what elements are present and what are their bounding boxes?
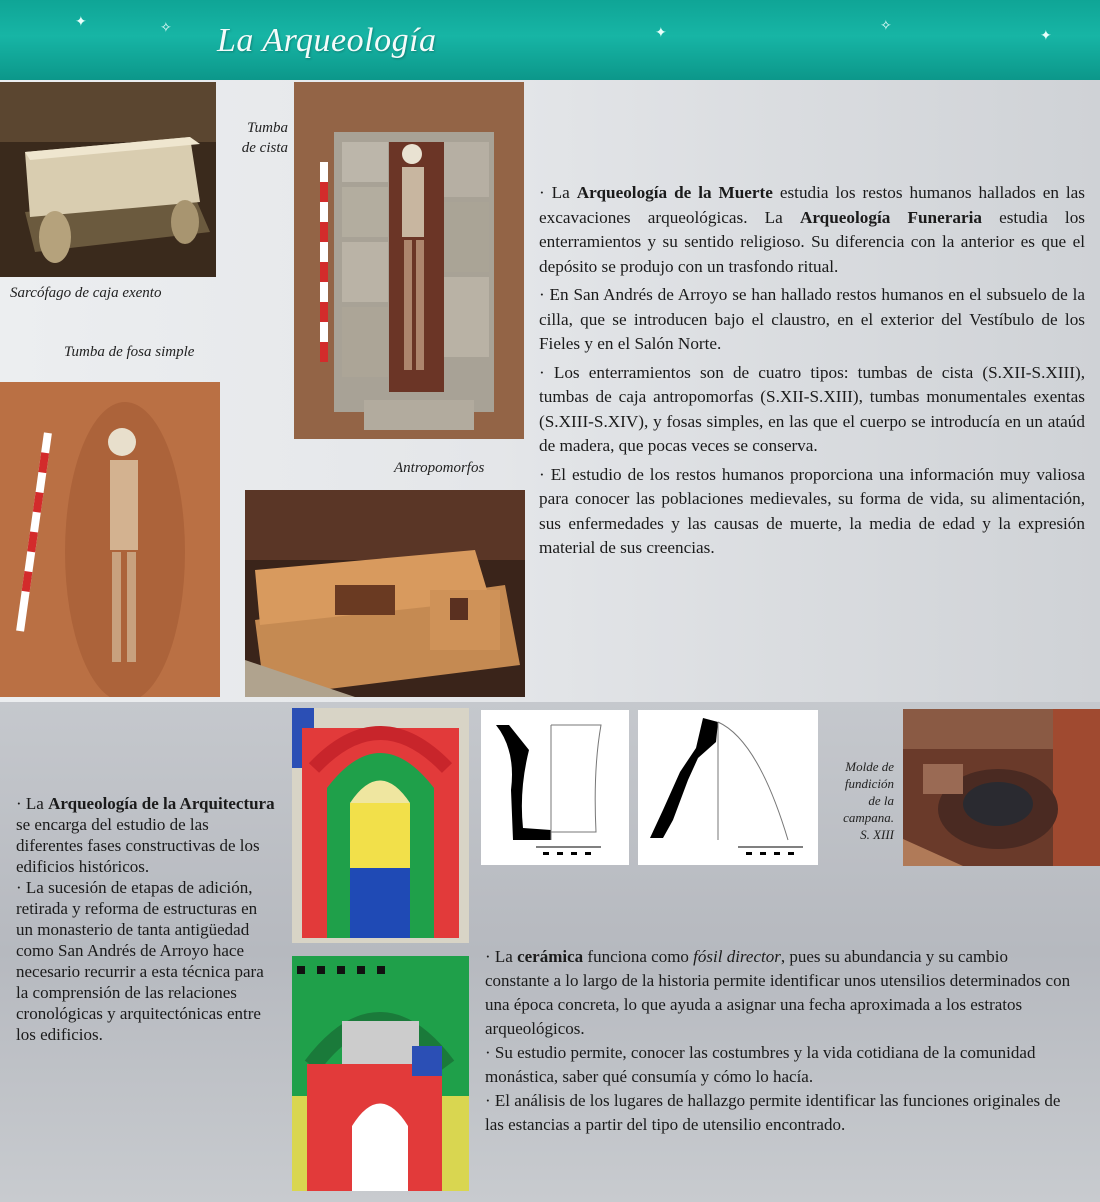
text-run: , pues su abundancia y su cambio constante a lo largo de la historia permite identificar unos utensilios determinados con una época concreta, lo que ayuda a asignar una fecha aproximada a los estratos arqueológicos.: [485, 947, 1071, 1038]
muerte-paragraph-4: · El estudio de los restos humanos proporciona una información muy valiosa para conocer las poblaciones medievales, su forma de vida, su alimentación, sus enfermedades y las causas de muerte, la media de edad y la expresión material de sus creencias.: [539, 464, 1085, 557]
ceramica-paragraph-1: [485, 945, 1075, 1041]
fosa-simple-caption: Tumba de fosa simple: [64, 344, 195, 360]
molde-caption-line: de la: [868, 793, 894, 808]
sparkle-icon: ✧: [160, 21, 172, 36]
molde-caption-line: S. XIII: [860, 827, 894, 842]
bold-term: Arqueología Funeraria: [799, 207, 982, 227]
muerte-paragraph-2: · En San Andrés de Arroyo se han hallado restos humanos en el subsuelo de la cilla, que se introducen bajo el claustro, en el exterior del Vestíbulo de los Fieles y en el Salón Norte.: [539, 285, 1085, 353]
tumba-cista-caption-line: Tumba: [247, 120, 288, 136]
text-run: estudia los restos humanos hallados en las excavaciones arqueológicas. La: [539, 183, 1085, 227]
fosa-simple-photo: [0, 382, 220, 697]
muerte-paragraph-3: · Los enterramientos son de cuatro tipos: tumbas de cista (S.XII-S.XIII), tumbas de caja antropomorfas (S.XII-S.XIII), tumbas monumentales exentas (S.XIII-S.XIV), y fosas simples, en las que el cuerpo se introducía en un ataúd de madera, que pocas veces se conserva.: [539, 362, 1085, 455]
molde-caption: [828, 758, 894, 843]
tumba-cista-caption: [240, 118, 288, 158]
ceramica-text: [485, 945, 1075, 1137]
italic-term: fósil director: [693, 947, 781, 966]
arquitectura-paragraph-2: · La sucesión de etapas de adición, retirada y reforma de estructuras en un monasterio de tanta antigüedad como San Andrés de Arroyo hace necesario recurrir a esta técnica para la comprensión de las relaciones cronológicas y arquitectónicas entre los edificios.: [16, 878, 264, 1044]
bold-term: Arqueología de la Muerte: [576, 183, 773, 202]
tumba-cista-caption-line: de cista: [241, 140, 288, 156]
molde-campana-photo: [903, 709, 1100, 866]
sparkle-icon: ✦: [75, 15, 87, 30]
text-run: se encarga del estudio de las diferentes fases constructivas de los edificios históricos.: [16, 815, 260, 876]
ceramica-paragraph-2: · Su estudio permite, conocer las costumbres y la vida cotidiana de la comunidad monástica, saber qué consumía y cómo lo hacía.: [485, 1043, 1036, 1086]
bold-term: Arqueología de la Arquitectura: [48, 794, 275, 813]
sparkle-icon: ✦: [655, 26, 667, 41]
muerte-paragraph-1: [539, 181, 1085, 279]
antropomorfos-photo: [245, 490, 525, 697]
arquitectura-paragraph-1: [16, 793, 278, 877]
text-run: · La: [16, 794, 49, 813]
ceramica-drawing-2: [638, 710, 818, 865]
sarcofago-caption: Sarcófago de caja exento: [10, 285, 162, 301]
sarcofago-photo: [0, 82, 216, 277]
muerte-text: [539, 181, 1085, 565]
arquitectura-diagram-2: [292, 956, 469, 1191]
text-run: · La: [485, 947, 518, 966]
sparkle-icon: ✦: [1040, 29, 1052, 44]
arquitectura-text: [16, 793, 278, 1045]
header-banner: [0, 0, 1100, 80]
text-run: funciona como: [583, 947, 694, 966]
molde-caption-line: fundición: [844, 776, 894, 791]
tumba-cista-photo: [294, 82, 524, 439]
ceramica-paragraph-3: · El análisis de los lugares de hallazgo permite identificar las funciones originales de las estancias a partir del tipo de utensilio encontrado.: [485, 1091, 1061, 1134]
page-title: La Arqueología: [217, 22, 437, 59]
text-run: estudia los enterramientos y su sentido religioso. Su diferencia con la anterior es que el depósito se produjo con un trasfondo ritual.: [539, 207, 1085, 276]
bold-term: cerámica: [517, 947, 584, 966]
molde-caption-line: Molde de: [845, 759, 894, 774]
molde-caption-line: campana.: [843, 810, 894, 825]
sparkle-icon: ✧: [880, 19, 892, 34]
antropomorfos-caption: Antropomorfos: [394, 460, 485, 476]
text-run: · La: [539, 183, 577, 202]
ceramica-drawing-1: [481, 710, 629, 865]
arquitectura-diagram-1: [292, 708, 469, 943]
